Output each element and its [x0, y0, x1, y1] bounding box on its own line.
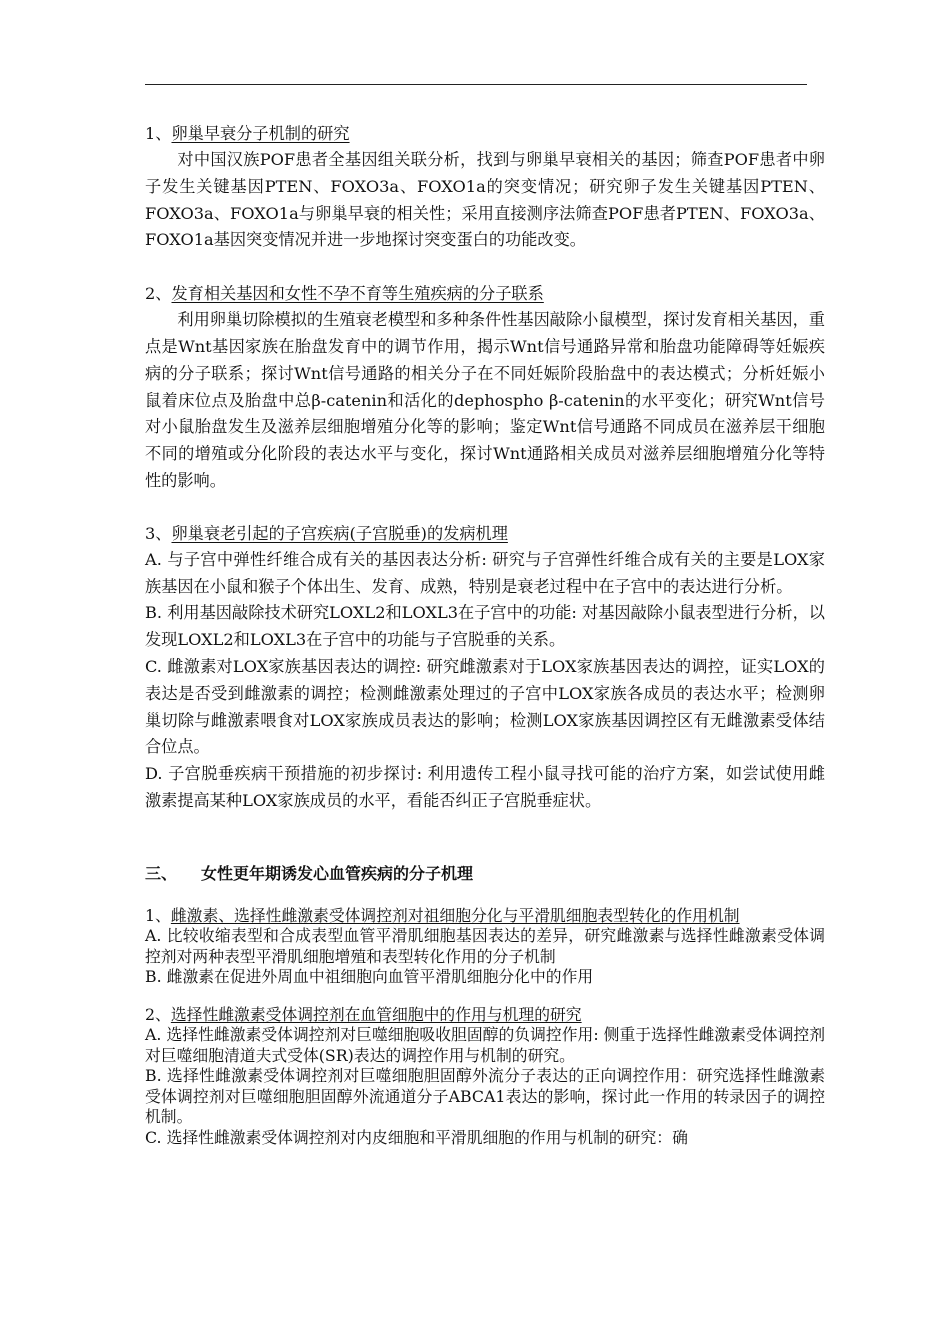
section-3-item-a: A. 与子宫中弹性纤维合成有关的基因表达分析: 研究与子宫弹性纤维合成有关的主要是LOX家族基因在小鼠和猴子个体出生、发育、成熟，特别是衰老过程中在子宫中的表达进行分析。 [145, 549, 825, 596]
subsection-1-heading: 1、雌激素、选择性雌激素受体调控剂对祖细胞分化与平滑肌细胞表型转化的作用机制 [145, 905, 740, 925]
subsection-2-item-b: B. 选择性雌激素受体调控剂对巨噬细胞胆固醇外流分子表达的正向调控作用：研究选择性雌激素受体调控剂对巨噬细胞胆固醇外流通道分子ABCA1表达的影响，探讨此一作用的转录因子的调控机制。 [145, 1066, 825, 1127]
section-2 [145, 280, 825, 495]
subsection-2-item-c: C. 选择性雌激素受体调控剂对内皮细胞和平滑肌细胞的作用与机制的研究：确 [145, 1127, 688, 1147]
section-3-item-b: B. 利用基因敲除技术研究LOXL2和LOXL3在子宫中的功能: 对基因敲除小鼠表型进行分析，以发现LOXL2和LOXL3在子宫中的功能与子宫脱垂的关系。 [145, 603, 825, 650]
section-2-body: 利用卵巢切除模拟的生殖衰老模型和多种条件性基因敲除小鼠模型，探讨发育相关基因，重点是Wnt基因家族在胎盘发育中的调节作用，揭示Wnt信号通路异常和胎盘功能障碍等妊娠疾病的分子联系；探讨Wnt信号通路的相关分子在不同妊娠阶段胎盘中的表达模式；分析妊娠小鼠着床位点及胎盘中总β-catenin和活化的dephospho β-catenin的水平变化；研究Wnt信号对小鼠胎盘发生及滋养层细胞增殖分化等的影响；鉴定Wnt信号通路不同成员在滋养层干细胞不同的增殖或分化阶段的表达水平与变化，探讨Wnt通路相关成员对滋养层细胞增殖分化等特性的影响。 [145, 310, 825, 490]
section-3-heading: 3、卵巢衰老引起的子宫疾病(子宫脱垂)的发病机理 [145, 523, 508, 543]
section-3 [145, 520, 825, 815]
subsection-2-item-a: A. 选择性雌激素受体调控剂对巨噬细胞吸收胆固醇的负调控作用: 侧重于选择性雌激素受体调控剂对巨噬细胞清道夫式受体(SR)表达的调控作用与机制的研究。 [145, 1025, 825, 1065]
subsection-1-item-b: B. 雌激素在促进外周血中祖细胞向血管平滑肌细胞分化中的作用 [145, 967, 594, 987]
section-2-heading: 2、发育相关基因和女性不孕不育等生殖疾病的分子联系 [145, 284, 544, 304]
section-1-body: 对中国汉族POF患者全基因组关联分析，找到与卵巢早衰相关的基因；筛查POF患者中卵子发生关键基因PTEN、FOXO3a、FOXO1a的突变情况；研究卵子发生关键基因PTEN、FOXO3a、FOXO1a与卵巢早衰的相关性；采用直接测序法筛查POF患者PTEN、FOXO3a、FOXO1a基因突变情况并进一步地探讨突变蛋白的功能改变。 [145, 150, 825, 250]
subsection-1-item-a: A. 比较收缩表型和合成表型血管平滑肌细胞基因表达的差异，研究雌激素与选择性雌激素受体调控剂对两种表型平滑肌细胞增殖和表型转化作用的分子机制 [145, 926, 825, 966]
section-1-heading: 1、卵巢早衰分子机制的研究 [145, 124, 350, 143]
subsection-2-heading: 2、选择性雌激素受体调控剂在血管细胞中的作用与机理的研究 [145, 1004, 582, 1024]
document-body [145, 120, 825, 1148]
section-3-item-d: D. 子宫脱垂疾病干预措施的初步探讨: 利用遗传工程小鼠寻找可能的治疗方案，如尝试使用雌激素提高某种LOX家族成员的水平，看能否纠正子宫脱垂症状。 [145, 764, 825, 810]
subsection-1 [145, 906, 825, 988]
subsection-2 [145, 1005, 825, 1149]
section-3-item-c: C. 雌激素对LOX家族基因表达的调控: 研究雌激素对于LOX家族基因表达的调控，证实LOX的表达是否受到雌激素的调控；检测雌激素处理过的子宫中LOX家族各成员的表达水平；检测卵巢切除与雌激素喂食对LOX家族成员表达的影响；检测LOX家族基因调控区有无雌激素受体结合位点。 [145, 656, 825, 757]
major-section-heading: 三、 女性更年期诱发心血管疾病的分子机理 [145, 863, 474, 883]
section-1 [145, 120, 825, 254]
header-rule [145, 84, 807, 85]
